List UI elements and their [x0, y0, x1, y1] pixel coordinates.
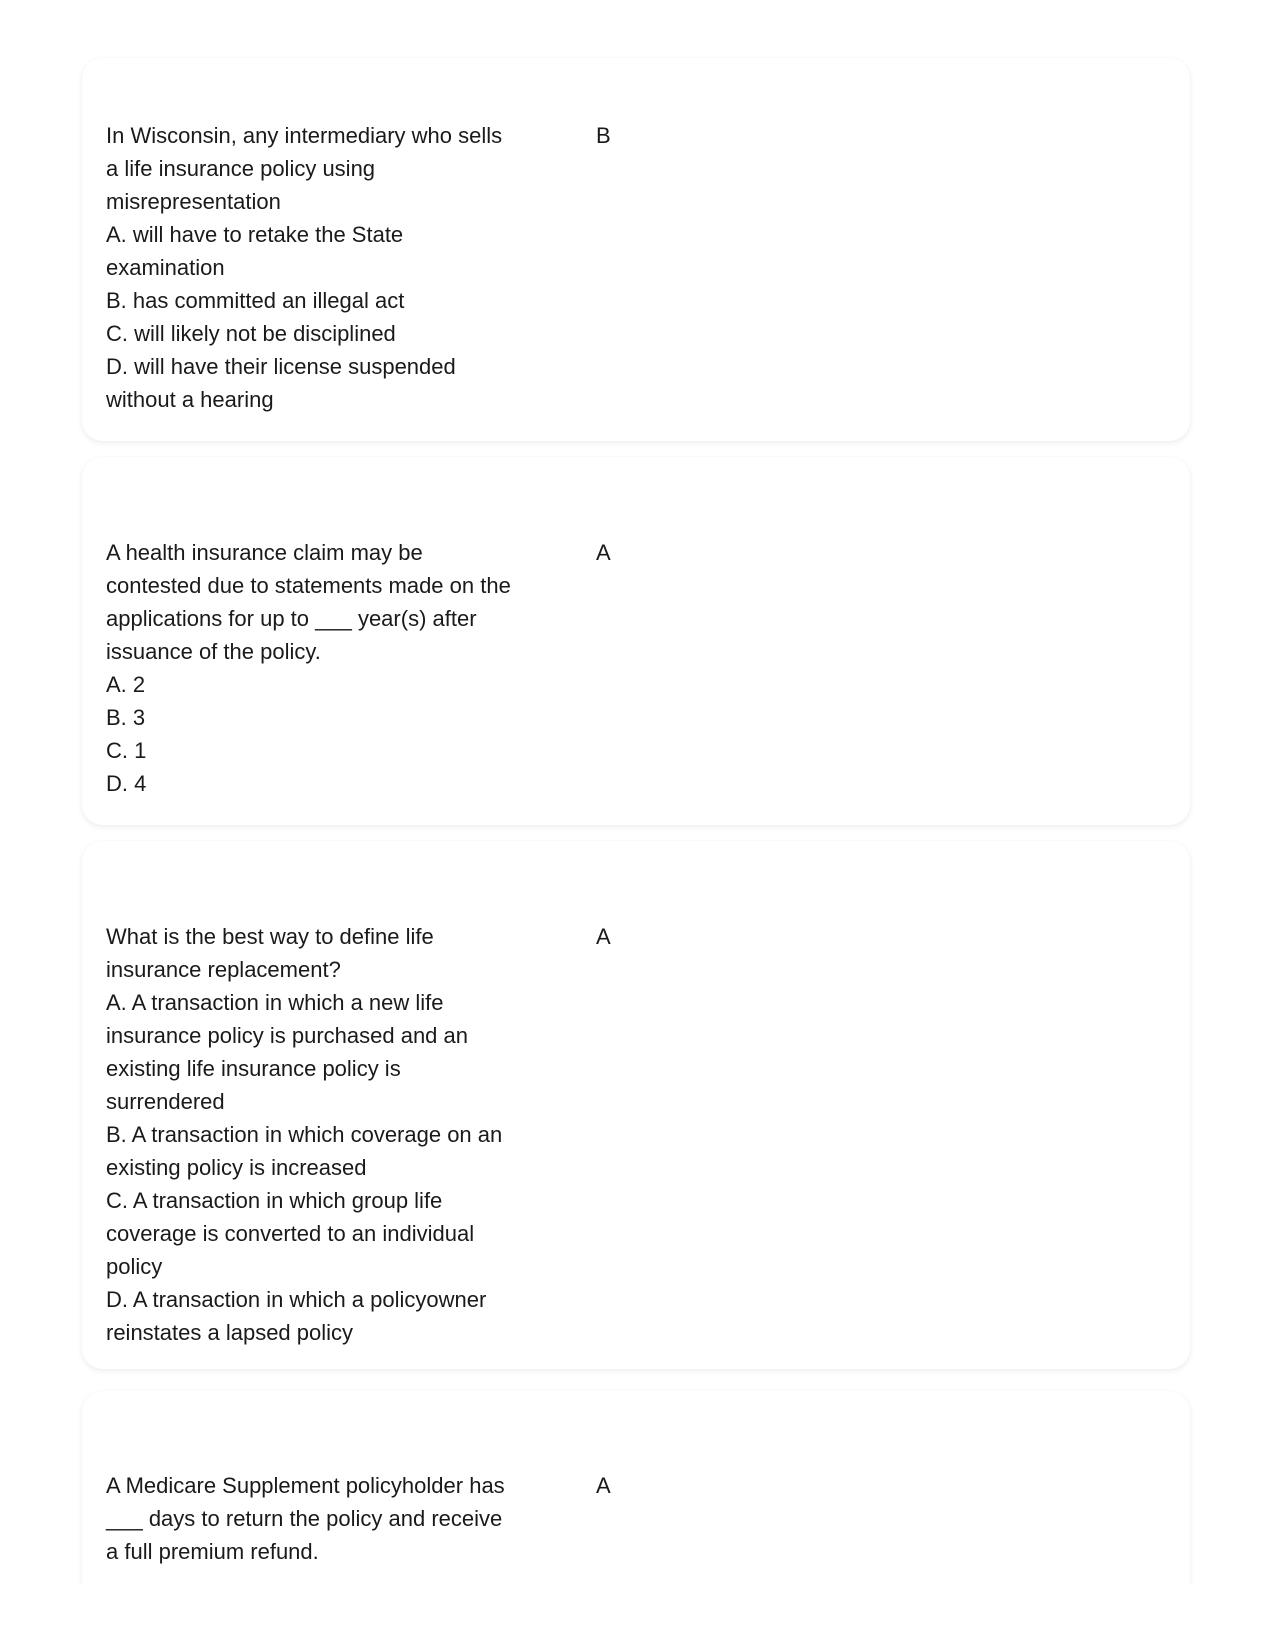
term-line: examination [106, 255, 225, 280]
term-line: surrendered [106, 1089, 225, 1114]
term-line: a life insurance policy using [106, 156, 376, 181]
flashcard-answer: A [596, 540, 611, 565]
term-line: coverage is converted to an individual [106, 1221, 475, 1246]
term-line: policy [106, 1254, 163, 1279]
flashcard-4 [82, 1391, 1190, 1585]
term-line: A. A transaction in which a new life [106, 990, 444, 1015]
term-line: insurance replacement? [106, 957, 341, 982]
term-line: issuance of the policy. [106, 639, 321, 664]
term-line: insurance policy is purchased and an [106, 1023, 469, 1048]
flashcard-term [106, 920, 556, 1349]
term-line: D. A transaction in which a policyowner [106, 1287, 487, 1312]
term-line: existing policy is increased [106, 1155, 367, 1180]
term-line: existing life insurance policy is [106, 1056, 401, 1081]
term-line: B. A transaction in which coverage on an [106, 1122, 503, 1147]
term-line: a full premium refund. [106, 1539, 319, 1564]
flashcard-1 [82, 58, 1190, 441]
term-line: In Wisconsin, any intermediary who sells [106, 123, 503, 148]
term-line: misrepresentation [106, 189, 281, 214]
term-line: contested due to statements made on the [106, 573, 511, 598]
term-line: A health insurance claim may be [106, 540, 423, 565]
page-bottom-margin [0, 1585, 1275, 1650]
term-line: C. A transaction in which group life [106, 1188, 443, 1213]
flashcard-answer: B [596, 123, 611, 148]
flashcard-answer: A [596, 924, 611, 949]
term-line: C. will likely not be disciplined [106, 321, 396, 346]
term-line: D. 4 [106, 771, 147, 796]
term-line: reinstates a lapsed policy [106, 1320, 354, 1345]
flashcard-term [106, 1469, 556, 1568]
flashcard-3 [82, 841, 1190, 1369]
flashcard-2 [82, 457, 1190, 825]
flashcard-term [106, 119, 556, 416]
term-line: B. has committed an illegal act [106, 288, 405, 313]
term-line: A Medicare Supplement policyholder has [106, 1473, 505, 1498]
term-line: A. 2 [106, 672, 146, 697]
term-line: C. 1 [106, 738, 147, 763]
term-line: B. 3 [106, 705, 146, 730]
flashcard-term [106, 536, 556, 800]
flashcard-answer: A [596, 1473, 611, 1498]
term-line: A. will have to retake the State [106, 222, 404, 247]
term-line: D. will have their license suspended [106, 354, 456, 379]
term-line: applications for up to ___ year(s) after [106, 606, 477, 631]
term-line: ___ days to return the policy and receive [106, 1506, 503, 1531]
term-line: What is the best way to define life [106, 924, 434, 949]
term-line: without a hearing [106, 387, 274, 412]
